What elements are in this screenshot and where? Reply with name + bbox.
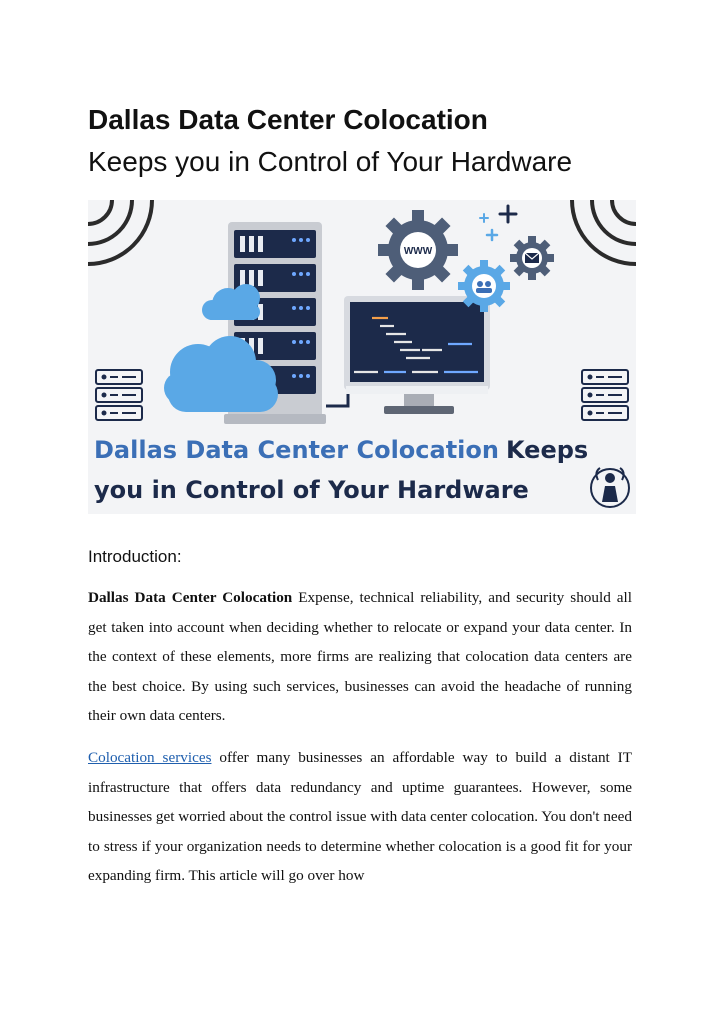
document-subtitle: Keeps you in Control of Your Hardware bbox=[88, 146, 573, 177]
colocation-services-link[interactable]: Colocation services bbox=[88, 749, 212, 766]
svg-text:WWW: WWW bbox=[403, 246, 433, 257]
svg-text:Dallas Data Center ColocationK bbox=[94, 436, 588, 464]
document-title: Dallas Data Center Colocation bbox=[88, 104, 488, 135]
www-gear-icon bbox=[378, 210, 458, 290]
banner-caption-line2: you in Control of Your Hardware bbox=[94, 476, 529, 504]
banner-caption-highlight: Dallas Data Center Colocation bbox=[94, 436, 499, 464]
keyword-strong: Dallas Data Center Colocation bbox=[88, 589, 293, 606]
users-gear-icon bbox=[458, 260, 510, 312]
mail-gear-icon bbox=[510, 236, 554, 280]
banner-caption-keeps: Keeps bbox=[505, 436, 589, 464]
paragraph-text: Expense, technical reliability, and security should all get taken into account when deciding whether to relocate or expand your data center. In the context of these elements, more firms are realizing that colocation data centers are the best choice. By using such services, businesses can avoid the headache of running their own data centers. bbox=[88, 589, 632, 724]
hero-banner-image bbox=[88, 200, 636, 514]
intro-paragraph-2 bbox=[88, 743, 632, 891]
paragraph-text: offer many businesses an affordable way to build a distant IT infrastructure that offers data redundancy and uptime guarantees. However, some businesses get worried about the control issue with data center colocation. You don't need to stress if your organization needs to determine whether colocation is a good fit for your expanding firm. This article will go over how bbox=[88, 749, 633, 884]
section-heading-introduction: Introduction: bbox=[88, 547, 182, 566]
intro-paragraph-1 bbox=[88, 583, 632, 731]
